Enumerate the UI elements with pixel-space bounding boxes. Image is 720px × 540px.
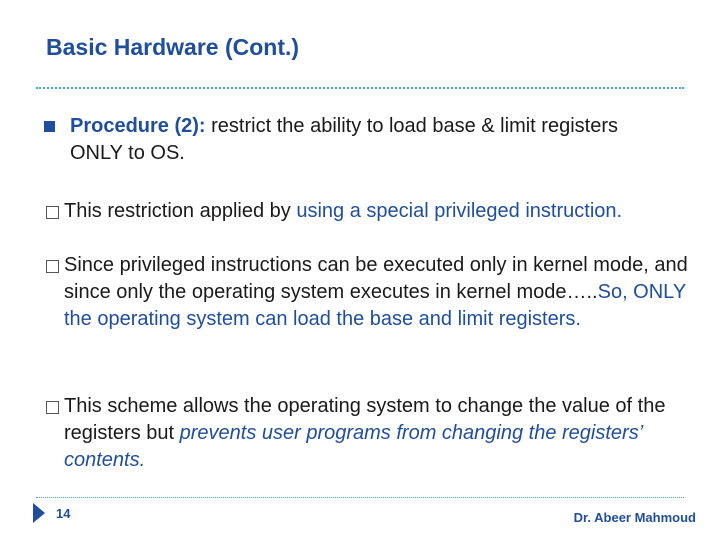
play-arrow-icon: [33, 503, 45, 523]
checkbox-bullet-icon: [46, 260, 59, 273]
author-name: Dr. Abeer Mahmoud: [573, 510, 696, 525]
procedure-label: Procedure (2):: [70, 115, 206, 137]
sub-bullet-highlight: using a special privileged instruction.: [296, 200, 623, 222]
top-divider: [36, 87, 684, 89]
page-number: 14: [56, 506, 71, 521]
sub-bullet-highlight: prevents user programs from changing the registers’ contents.: [64, 422, 643, 471]
procedure-text: restrict the ability to load base & limit registers ONLY to OS.: [70, 115, 618, 164]
bullet-procedure: [70, 113, 670, 167]
sub-bullet-highlight: So, ONLY the operating system can load the base and limit registers.: [64, 281, 686, 330]
bottom-divider: [36, 497, 684, 498]
checkbox-bullet-icon: [46, 206, 59, 219]
checkbox-bullet-icon: [46, 401, 59, 414]
sub-bullet-scheme: [64, 393, 704, 474]
sub-bullet-privileged: [64, 252, 704, 333]
sub-bullet-text: Since privileged instructions can be executed only in kernel mode, and since only the operating system executes in kernel mode…..: [64, 254, 688, 303]
square-bullet-icon: [44, 121, 55, 132]
slide-title: Basic Hardware (Cont.): [46, 34, 300, 60]
sub-bullet-text: This restriction applied by: [64, 200, 297, 222]
sub-bullet-text: This scheme allows the operating system to change the value of the registers but: [64, 395, 666, 444]
sub-bullet-restriction: [64, 198, 704, 225]
